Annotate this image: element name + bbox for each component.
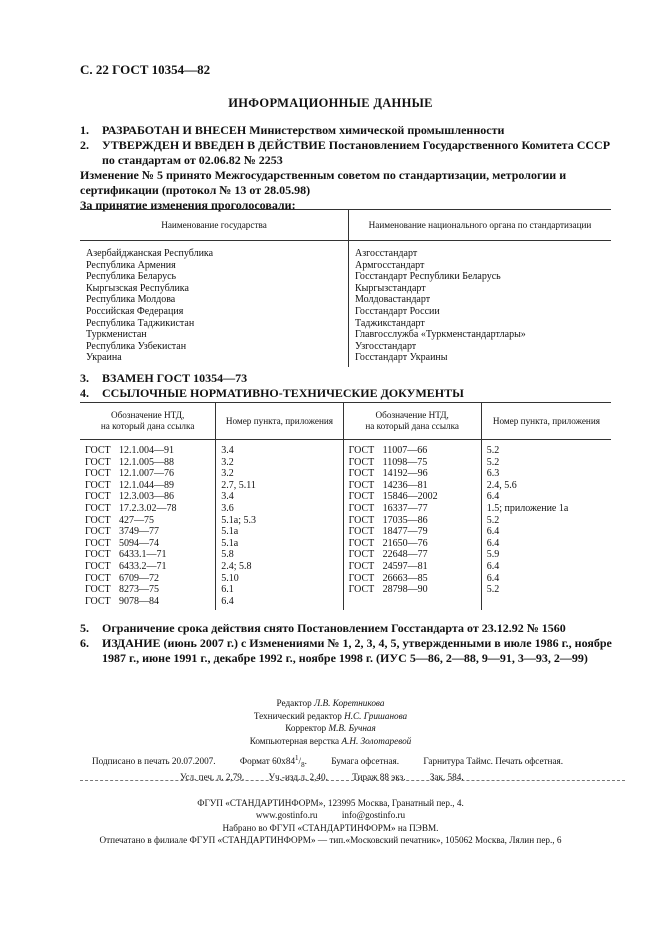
doc-prefix: ГОСТ bbox=[348, 526, 375, 538]
table-row bbox=[80, 468, 611, 480]
doc-prefix: ГОСТ bbox=[348, 445, 375, 456]
item-ref: 2.4, 5.6 bbox=[486, 479, 517, 491]
table-row bbox=[80, 283, 611, 295]
item-ref: 6.4 bbox=[486, 572, 500, 584]
table-row bbox=[80, 503, 611, 515]
doc-number: 21650—76 bbox=[382, 537, 428, 549]
footer-email-link[interactable]: info@gostinfo.ru bbox=[341, 810, 406, 821]
doc-number: 6433.2—71 bbox=[119, 560, 167, 572]
credit-editor: Редактор Л.В. Коретникова bbox=[276, 698, 385, 708]
footer-typeset: Набрано во ФГУП «СТАНДАРТИНФОРМ» на ПЭВМ. bbox=[222, 822, 439, 833]
state-name: Республика Узбекистан bbox=[80, 341, 349, 353]
table-row bbox=[80, 329, 611, 341]
table-row bbox=[80, 538, 611, 550]
footer-site-link[interactable]: www.gostinfo.ru bbox=[255, 810, 318, 821]
states-header-body: Наименование национального органа по стандартизации bbox=[349, 210, 612, 241]
standards-body: Узгосстандарт bbox=[355, 340, 417, 352]
doc-number: 11098—75 bbox=[382, 456, 428, 468]
credit-proofreader: Корректор М.В. Бучная bbox=[285, 723, 376, 733]
refs-header-item-right: Номер пункта, приложения bbox=[481, 403, 611, 440]
item-ref: 6.4 bbox=[221, 595, 234, 607]
footer-address: ФГУП «СТАНДАРТИНФОРМ», 123995 Москва, Гранатный пер., 4. bbox=[197, 798, 464, 808]
doc-prefix: ГОСТ bbox=[85, 502, 111, 514]
info-items-bottom bbox=[80, 621, 620, 666]
standards-body: Армгосстандарт bbox=[355, 259, 425, 271]
standards-body: Азгосстандарт bbox=[355, 248, 418, 259]
item-ref: 5.2 bbox=[486, 445, 500, 456]
item-ref: 2.7, 5.11 bbox=[221, 479, 256, 491]
item-3: 3. ВЗАМЕН ГОСТ 10354—73 bbox=[80, 371, 248, 385]
item-2: 2. УТВЕРЖДЕН И ВВЕДЕН В ДЕЙСТВИЕ Постановлением Государственного Комитета СССР по стандартам от 02.06.82 № 2253 bbox=[80, 138, 611, 167]
item-ref: 5.1а bbox=[221, 526, 239, 538]
pub-sheets: Усл. печ. л. 2,79. bbox=[180, 772, 245, 783]
state-name: Республика Таджикистан bbox=[80, 318, 349, 330]
table-row bbox=[80, 573, 611, 585]
item-ref: 1.5; приложение 1а bbox=[486, 502, 569, 514]
standards-body: Госстандарт России bbox=[355, 305, 440, 317]
pub-order: Зак. 584. bbox=[429, 772, 464, 783]
doc-number: 28798—90 bbox=[382, 584, 428, 596]
doc-prefix: ГОСТ bbox=[348, 479, 375, 491]
item-5: 5. Ограничение срока действия снято Постановлением Госстандарта от 23.12.92 № 1560 bbox=[80, 621, 566, 635]
table-row bbox=[80, 306, 611, 318]
credit-layout: Компьютерная верстка А.Н. Золотаревой bbox=[249, 735, 412, 746]
states-table bbox=[80, 209, 611, 367]
table-row bbox=[80, 561, 611, 573]
doc-number: 16337—77 bbox=[382, 502, 428, 514]
table-row bbox=[80, 480, 611, 492]
table-row bbox=[80, 584, 611, 596]
doc-prefix: ГОСТ bbox=[348, 491, 375, 503]
table-row bbox=[80, 294, 611, 306]
item-ref: 5.2 bbox=[486, 514, 500, 526]
doc-number: 24597—81 bbox=[382, 560, 428, 572]
item-ref: 5.9 bbox=[486, 549, 500, 561]
item-6: 6. ИЗДАНИЕ (июнь 2007 г.) с Изменениями № 1, 2, 3, 4, 5, утвержденными в июле 1986 г., ноябре 1987 г., июне 1991 г., декабре 1992 г., ноябре 1998 г. (ИУС 5—86, 2—88, 9—91, 3—93, 2—99) bbox=[80, 636, 612, 665]
doc-number: 12.1.005—88 bbox=[119, 456, 174, 468]
doc-prefix: ГОСТ bbox=[85, 526, 111, 538]
doc-number: 26663—85 bbox=[382, 572, 428, 584]
doc-prefix: ГОСТ bbox=[85, 549, 111, 561]
item-ref: 6.4 bbox=[486, 526, 500, 538]
doc-number: 9078—84 bbox=[119, 595, 159, 607]
item-ref: 6.1 bbox=[221, 584, 234, 596]
doc-number: 6433.1—71 bbox=[119, 549, 167, 561]
doc-prefix: ГОСТ bbox=[348, 468, 375, 480]
doc-number: 8273—75 bbox=[119, 584, 159, 596]
change-note: Изменение № 5 принято Межгосударственным советом по стандартизации, метрологии и сертификации (протокол № 13 от 28.05.98) bbox=[80, 168, 567, 197]
doc-prefix: ГОСТ bbox=[348, 560, 375, 572]
table-row bbox=[80, 341, 611, 353]
standards-body: Таджикстандарт bbox=[355, 317, 425, 329]
table-row bbox=[80, 352, 611, 367]
item-ref: 5.1а bbox=[221, 537, 239, 549]
refs-header-doc-right: Обозначение НТД, на который дана ссылка bbox=[343, 403, 481, 440]
item-ref: 6.4 bbox=[486, 560, 500, 572]
item-ref: 5.2 bbox=[486, 584, 500, 596]
doc-prefix: ГОСТ bbox=[348, 514, 375, 526]
footer-printed: Отпечатано в филиале ФГУП «СТАНДАРТИНФОРМ» — тип.«Московский печатник», 105062 Москва, Лялин пер., 6 bbox=[99, 834, 562, 845]
doc-number: 5094—74 bbox=[119, 537, 159, 549]
item-ref: 5.1а; 5.3 bbox=[221, 514, 256, 526]
standards-body: Главгосслужба «Туркменстандартлары» bbox=[355, 329, 526, 341]
references-table bbox=[80, 402, 611, 610]
table-row bbox=[80, 596, 611, 611]
item-ref: 3.2 bbox=[221, 468, 234, 480]
doc-number: 15846—2002 bbox=[382, 491, 438, 503]
doc-number: 11007—66 bbox=[382, 445, 428, 456]
state-name: Азербайджанская Республика bbox=[80, 241, 349, 260]
doc-number: 427—75 bbox=[119, 514, 154, 526]
standards-body: Кыргызстандарт bbox=[355, 282, 426, 294]
doc-number: 14236—81 bbox=[382, 479, 428, 491]
voted-note: За принятие изменения проголосовали: bbox=[80, 198, 296, 212]
refs-header-item-left: Номер пункта, приложения bbox=[216, 403, 343, 440]
doc-prefix: ГОСТ bbox=[348, 584, 375, 596]
state-name: Российская Федерация bbox=[80, 306, 349, 318]
doc-prefix: ГОСТ bbox=[85, 491, 111, 503]
table-row bbox=[80, 549, 611, 561]
item-1-text: РАЗРАБОТАН И ВНЕСЕН Министерством химической промышленности bbox=[102, 123, 505, 137]
doc-number: 12.1.004—91 bbox=[119, 445, 174, 456]
item-ref: 5.2 bbox=[486, 456, 500, 468]
doc-prefix: ГОСТ bbox=[85, 445, 111, 456]
state-name: Республика Молдова bbox=[80, 294, 349, 306]
pub-signed: Подписано в печать 20.07.2007. bbox=[92, 756, 216, 767]
info-items-mid bbox=[80, 371, 620, 401]
table-row bbox=[80, 318, 611, 330]
item-ref: 5.8 bbox=[221, 549, 234, 561]
info-items-top bbox=[80, 123, 620, 213]
standards-body: Молдовастандарт bbox=[355, 294, 431, 306]
standards-body: Госстандарт Республики Беларусь bbox=[355, 271, 501, 283]
item-ref: 3.4 bbox=[221, 491, 234, 503]
state-name: Республика Беларусь bbox=[80, 271, 349, 283]
doc-prefix: ГОСТ bbox=[348, 549, 375, 561]
doc-number: 6709—72 bbox=[119, 572, 159, 584]
doc-number: 14192—96 bbox=[382, 468, 428, 480]
table-row bbox=[80, 440, 611, 457]
item-ref: 6.3 bbox=[486, 468, 500, 480]
table-row bbox=[80, 271, 611, 283]
doc-number: 12.3.003—86 bbox=[119, 491, 174, 503]
section-title: ИНФОРМАЦИОННЫЕ ДАННЫЕ bbox=[228, 96, 433, 110]
table-row bbox=[80, 491, 611, 503]
doc-prefix: ГОСТ bbox=[348, 502, 375, 514]
pub-paper: Бумага офсетная. bbox=[331, 756, 400, 767]
refs-header-doc-left: Обозначение НТД, на который дана ссылка bbox=[80, 403, 216, 440]
state-name: Украина bbox=[80, 352, 349, 367]
table-row bbox=[80, 260, 611, 272]
pub-format: Формат $60x84^1/_8$. bbox=[239, 754, 307, 769]
item-1: 1. РАЗРАБОТАН И ВНЕСЕН Министерством химической промышленности bbox=[80, 123, 505, 137]
state-name: Кыргызская Республика bbox=[80, 283, 349, 295]
item-ref: 3.6 bbox=[221, 502, 234, 514]
doc-prefix: ГОСТ bbox=[85, 572, 111, 584]
editorial-credits bbox=[0, 697, 661, 747]
doc-prefix: ГОСТ bbox=[85, 584, 111, 596]
item-ref: 6.4 bbox=[486, 537, 500, 549]
doc-prefix: ГОСТ bbox=[85, 468, 111, 480]
doc-prefix: ГОСТ bbox=[348, 537, 375, 549]
doc-number: 18477—79 bbox=[382, 526, 428, 538]
doc-number: 12.1.007—76 bbox=[119, 468, 174, 480]
pub-copies: Тираж 88 экз. bbox=[352, 772, 406, 783]
item-ref: 5.10 bbox=[221, 572, 239, 584]
item-ref: 2.4; 5.8 bbox=[221, 560, 252, 572]
doc-number: 12.1.044—89 bbox=[119, 479, 174, 491]
table-row bbox=[80, 457, 611, 469]
doc-prefix: ГОСТ bbox=[85, 595, 111, 607]
doc-number: 3749—77 bbox=[119, 526, 159, 538]
item-2-text: УТВЕРЖДЕН И ВВЕДЕН В ДЕЙСТВИЕ Постановлением Государственного Комитета СССР по стандартам от 02.06.82 № 2253 bbox=[102, 138, 611, 167]
divider bbox=[80, 780, 625, 781]
state-name: Республика Армения bbox=[80, 260, 349, 272]
doc-number: 17035—86 bbox=[382, 514, 428, 526]
doc-prefix: ГОСТ bbox=[85, 560, 111, 572]
credit-tech-editor: Технический редактор Н.С. Гришанова bbox=[253, 710, 408, 721]
item-4: 4. ССЫЛОЧНЫЕ НОРМАТИВНО-ТЕХНИЧЕСКИЕ ДОКУМЕНТЫ bbox=[80, 386, 464, 400]
states-header-state: Наименование государства bbox=[80, 210, 349, 241]
item-ref: 6.4 bbox=[486, 491, 500, 503]
item-ref: 3.2 bbox=[221, 456, 234, 468]
pub-printing: Печать офсетная. bbox=[495, 756, 564, 767]
doc-prefix: ГОСТ bbox=[348, 572, 375, 584]
publisher-footer bbox=[0, 797, 661, 846]
table-row bbox=[80, 515, 611, 527]
table-row bbox=[80, 526, 611, 538]
doc-number: 17.2.3.02—78 bbox=[119, 502, 177, 514]
doc-prefix: ГОСТ bbox=[85, 456, 111, 468]
pub-typeface: Гарнитура Таймс. bbox=[423, 756, 493, 767]
page-header: С. 22 ГОСТ 10354—82 bbox=[80, 62, 211, 77]
table-row bbox=[80, 241, 611, 260]
doc-prefix: ГОСТ bbox=[85, 537, 111, 549]
doc-prefix: ГОСТ bbox=[85, 514, 111, 526]
standards-body: Госстандарт Украины bbox=[355, 352, 448, 364]
state-name: Туркменистан bbox=[80, 329, 349, 341]
pub-edition-sheets: Уч.-изд.л. 2,40. bbox=[268, 772, 328, 783]
doc-prefix: ГОСТ bbox=[348, 456, 375, 468]
doc-number: 22648—77 bbox=[382, 549, 428, 561]
doc-prefix: ГОСТ bbox=[85, 479, 111, 491]
item-ref: 3.4 bbox=[221, 445, 234, 456]
